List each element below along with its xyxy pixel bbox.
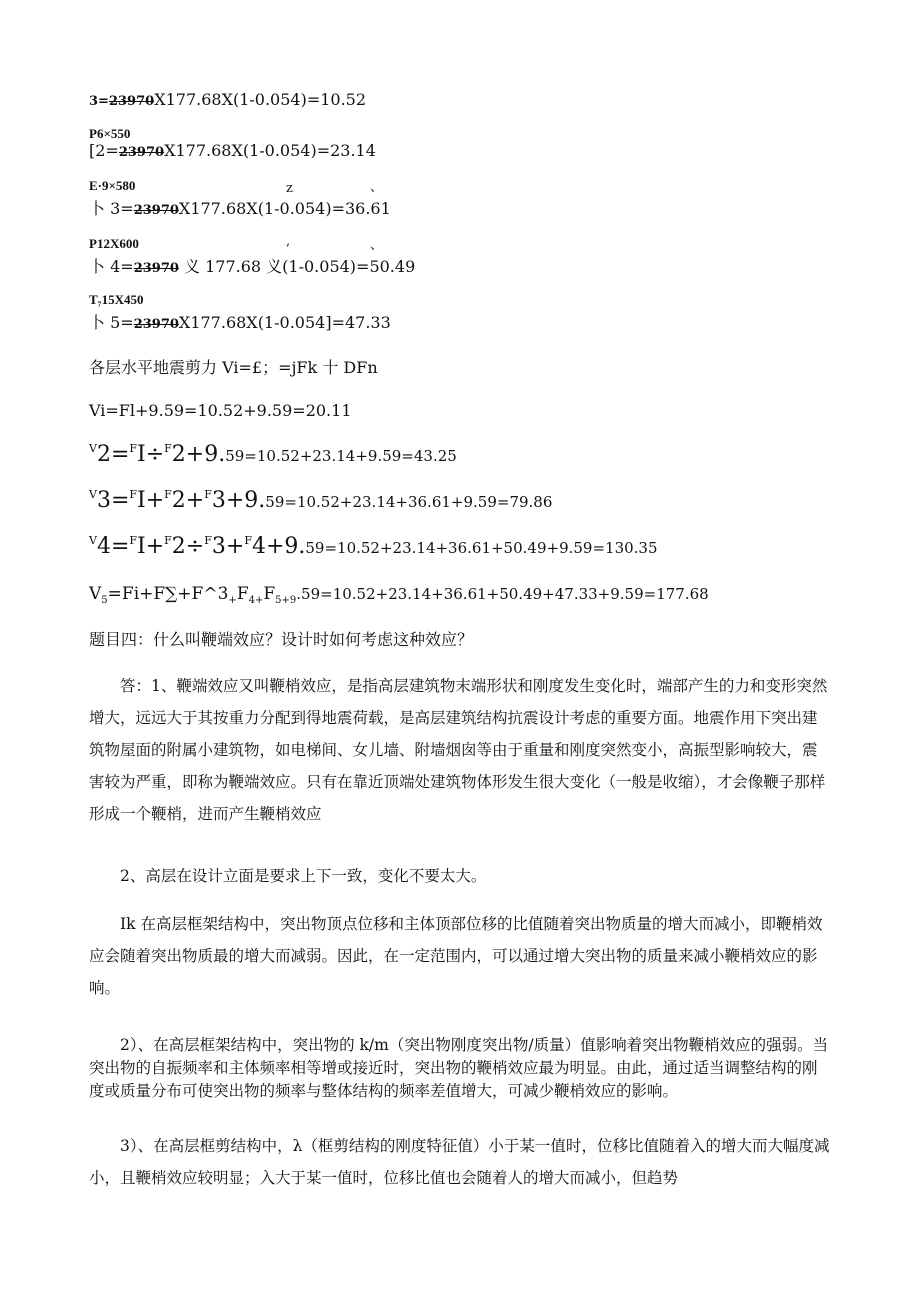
formula-f4: 卜 4=23970 义 177.68 义(1-0.054)=50.49 [89, 257, 416, 276]
answer-paragraph-1: 答：1、鞭端效应又叫鞭梢效应，是指高层建筑物末端形状和刚度发生变化时，端部产生的力和变形突然增大，远远大于其按重力分配到得地震荷载，是高层建筑结构抗震设计考虑的重要方面。地震作用下突出建筑物屋面的附属小建筑物，如电梯间、女儿墙、附墙烟囱等由于重量和刚度突然变小，高振型影响较大，震害较为严重，即称为鞭端效应。只有在靠近顶端处建筑物体形发生很大变化（一般是收缩），才会像鞭子那样形成一个鞭梢，进而产生鞭梢效应 [89, 677, 828, 823]
stray-mark: , [286, 234, 291, 249]
shear-v1: Vi=Fl+9.59=10.52+9.59=20.11 [89, 401, 352, 420]
formula-h2: P6×550 [89, 126, 131, 141]
shear-title: 各层水平地震剪力 Vi=£；=jFk 十 DFn [89, 358, 378, 377]
question-title: 题目四：什么叫鞭端效应？设计时如何考虑这种效应？ [89, 630, 474, 649]
stray-mark: z [286, 181, 293, 196]
stray-mark: 、 [370, 180, 384, 195]
formula-f3: 卜 3=23970X177.68X(1-0.054)=36.61 [89, 199, 391, 218]
shear-v3: $^V$3=$^F$I+$^F$2+$^F$3+9.59=10.52+23.14+36.61+9.59=79.86 [89, 488, 553, 513]
stray-mark: 、 [370, 238, 384, 253]
formula-h5: T₇15X450 [89, 292, 144, 307]
formula-f2: [2=23970X177.68X(1-0.054)=23.14 [89, 141, 376, 160]
shear-v4: $^V$4=$^F$I+$^F$2÷$^F$3+$^F$4+9.59=10.52+23.14+36.61+50.49+9.59=130.35 [89, 534, 658, 559]
formula-h4: P12X600 [89, 236, 139, 251]
item-paragraph-1: Ik 在高层框架结构中，突出物顶点位移和主体顶部位移的比值随着突出物质量的增大而减小，即鞭梢效应会随着突出物质最的增大而减弱。因此，在一定范围内，可以通过增大突出物的质量来减小鞭梢效应的影响。 [89, 915, 823, 997]
formula-h3: E·9×580 [89, 178, 136, 193]
formula-f5: 卜 5=23970X177.68X(1-0.054]=47.33 [89, 313, 391, 332]
item-paragraph-3: 3）、在高层框剪结构中，λ（框剪结构的刚度特征值）小于某一值时，位移比值随着入的增大而大幅度减小，且鞭梢效应较明显；入大于某一值时，位移比值也会随着人的增大而减小，但趋势 [89, 1137, 830, 1187]
formula-f1: 3=23970X177.68X(1-0.054)=10.52 [89, 90, 367, 109]
shear-v5: $V_5=Fi+F\sum+F\^{}3_+F_{4+}F_{5+9}.59=10.52+23.14+36.61+50.49+47.33+9.59=177.68$ [89, 584, 709, 606]
answer-paragraph-2: 2、高层在设计立面是要求上下一致，变化不要太大。 [120, 867, 487, 885]
shear-v2: $^V$2=$^F$I÷$^F$2+9.59=10.52+23.14+9.59=43.25 [89, 442, 457, 467]
item-paragraph-2: 2）、在高层框架结构中，突出物的 k/m（突出物刚度突出物/质量）值影响着突出物鞭梢效应的强弱。当突出物的自振频率和主体频率相等增或接近时，突出物的鞭梢效应最为明显。由此，通过适当调整结构的刚度或质量分布可使突出物的频率与整体结构的频率差值增大，可减少鞭梢效应的影响。 [89, 1036, 829, 1100]
